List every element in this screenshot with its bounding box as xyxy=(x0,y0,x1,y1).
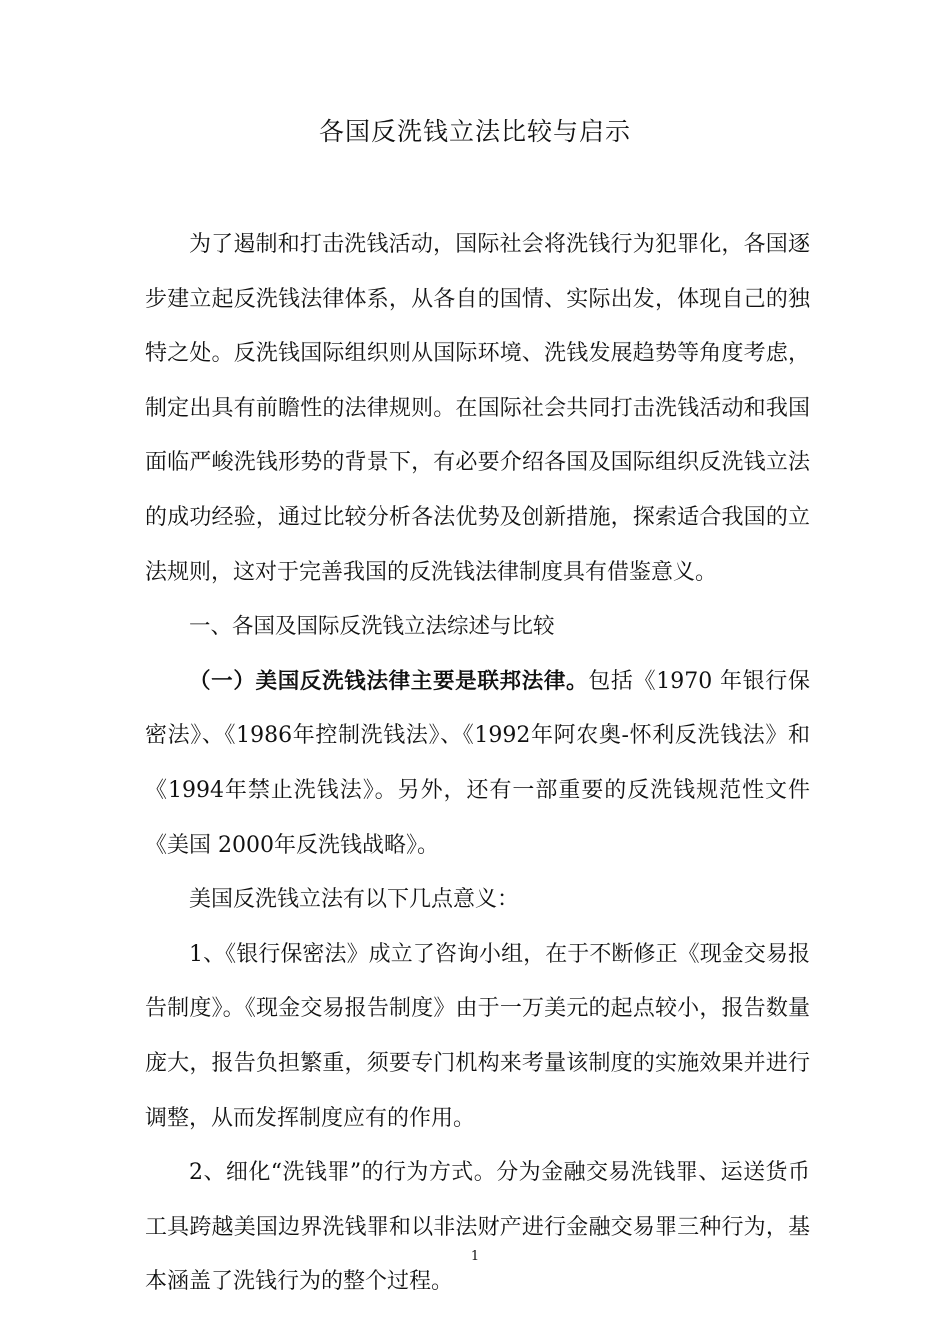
document-title: 各国反洗钱立法比较与启示 xyxy=(318,117,631,146)
document-body xyxy=(145,218,810,1310)
point-2-paragraph: 2、细化“洗钱罪”的行为方式。分为金融交易洗钱罪、运送货币工具跨越美国边界洗钱罪和以非法财产进行金融交易罪三种行为，基本涵盖了洗钱行为的整个过程。 xyxy=(145,1160,810,1295)
significance-intro: 美国反洗钱立法有以下几点意义： xyxy=(189,887,520,913)
us-law-paragraph xyxy=(145,655,810,873)
us-law-lead: （一）美国反洗钱法律主要是联邦法律。 xyxy=(189,668,589,694)
point-1-paragraph: 1、《银行保密法》成立了咨询小组，在于不断修正《现金交易报告制度》。《现金交易报告制度》由于一万美元的起点较小，报告数量庞大，报告负担繁重，须要专门机构来考量该制度的实施效果并进行调整，从而发挥制度应有的作用。 xyxy=(145,941,810,1131)
page-number: 1 xyxy=(470,1249,480,1264)
us-law-text: 包括《1970 年银行保密法》、《1986年控制洗钱法》、《1992年阿农奥-怀利反洗钱法》和《1994年禁止洗钱法》。另外，还有一部重要的反洗钱规范性文件《美国 2000年反洗钱战略》。 xyxy=(145,668,810,858)
intro-paragraph: 为了遏制和打击洗钱活动，国际社会将洗钱行为犯罪化，各国逐步建立起反洗钱法律体系，从各自的国情、实际出发，体现自己的独特之处。反洗钱国际组织则从国际环境、洗钱发展趋势等角度考虑，制定出具有前瞻性的法律规则。在国际社会共同打击洗钱活动和我国面临严峻洗钱形势的背景下，有必要介绍各国及国际组织反洗钱立法的成功经验，通过比较分析各法优势及创新措施，探索适合我国的立法规则，这对于完善我国的反洗钱法律制度具有借鉴意义。 xyxy=(145,232,810,585)
section-heading: 一、各国及国际反洗钱立法综述与比较 xyxy=(189,614,555,640)
